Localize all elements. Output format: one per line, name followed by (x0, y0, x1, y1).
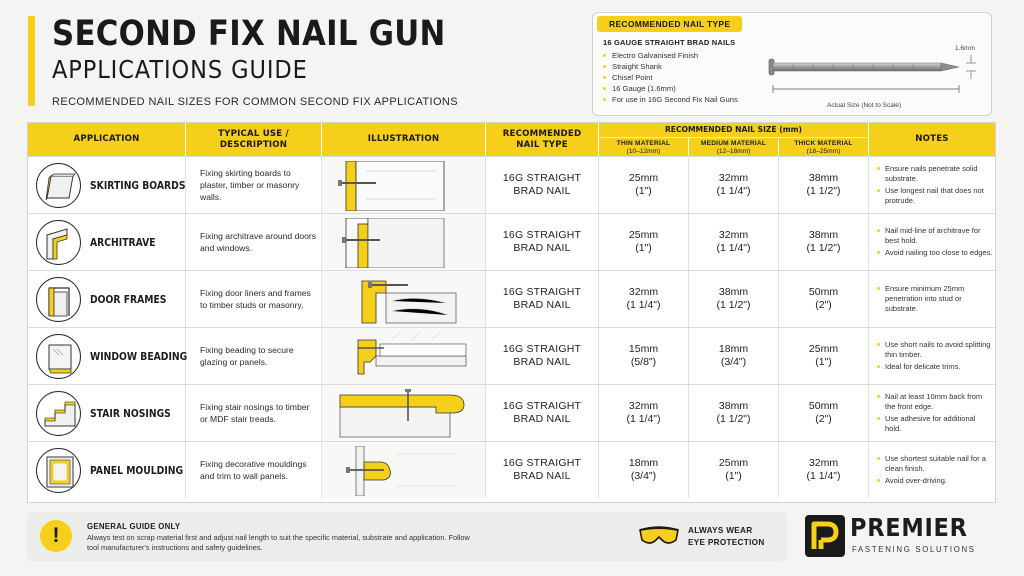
size-mm: 32mm (718, 172, 749, 184)
nail-type-line1: 16G STRAIGHT (502, 457, 582, 469)
application-cell (28, 328, 186, 384)
size-inch: (2") (815, 299, 832, 311)
application-cell (28, 157, 186, 213)
stair-nosing-icon (36, 391, 81, 436)
page-description: RECOMMENDED NAIL SIZES FOR COMMON SECOND FIX APPLICATIONS (52, 96, 459, 108)
use-description: Fixing decorative mouldings and trim to wall panels. (200, 459, 307, 481)
illustration-cell (322, 271, 486, 327)
thick-size-cell (779, 157, 869, 213)
nail-feature: Chisel Point (603, 72, 738, 83)
eye-protection-line1: ALWAYS WEAR (688, 526, 753, 535)
header-nail-type-line1: RECOMMENDED (502, 128, 582, 139)
brand-tagline: FASTENING SOLUTIONS (852, 545, 976, 554)
illustration-cell (322, 385, 486, 441)
nail-scale-note: Actual Size (Not to Scale) (827, 102, 902, 109)
nail-type-cell (486, 157, 599, 213)
size-mm: 25mm (718, 457, 749, 469)
page-subtitle: APPLICATIONS GUIDE (52, 55, 308, 84)
size-mm: 50mm (808, 400, 839, 412)
use-description: Fixing skirting boards to plaster, timber or masonry walls. (200, 168, 300, 202)
nail-type-line1: 16G STRAIGHT (502, 286, 582, 298)
panel-moulding-illustration-icon (336, 446, 472, 496)
size-inch: (1 1/4") (716, 185, 751, 197)
size-inch: (1 1/2") (716, 299, 751, 311)
nail-feature-list (603, 50, 738, 105)
use-description: Fixing beading to secure glazing or panels. (200, 345, 294, 367)
nail-type-line1: 16G STRAIGHT (502, 400, 582, 412)
size-mm: 38mm (808, 172, 839, 184)
header-nail-size: RECOMMENDED NAIL SIZE (mm) (599, 123, 869, 137)
size-mm: 38mm (718, 400, 749, 412)
nail-type-line2: BRAD NAIL (513, 413, 571, 425)
notes-list (875, 385, 993, 441)
title-accent-bar (28, 16, 35, 106)
applications-table (27, 122, 996, 503)
notes-list (875, 442, 993, 498)
size-inch: (3/4") (720, 356, 747, 368)
size-inch: (1") (725, 470, 742, 482)
nail-gauge-label: 1.6mm (955, 45, 975, 52)
guide-title: GENERAL GUIDE ONLY (87, 522, 181, 531)
table-row (28, 441, 995, 498)
notes-list (875, 157, 993, 213)
window-beading-illustration-icon (336, 332, 472, 382)
thin-size-cell (599, 328, 689, 384)
nail-feature: For use in 16G Second Fix Nail Guns (603, 94, 738, 105)
note-item: Nail at least 10mm back from the front edge. (875, 392, 993, 412)
notes-cell (869, 385, 995, 441)
notes-list (875, 214, 993, 270)
stair-nosing-illustration-icon (336, 389, 472, 439)
guide-text: Always test on scrap material first and adjust nail length to suit the specific material, substrate and application. Follow tool manufacturer's instructions and safety guidelines. (87, 533, 470, 552)
use-description: Fixing architrave around doors and windows. (200, 231, 317, 253)
note-item: Use short nails to avoid splitting thin timber. (875, 340, 993, 360)
thick-size-cell (779, 214, 869, 270)
notes-cell (869, 271, 995, 327)
nail-type-line1: 16G STRAIGHT (502, 229, 582, 241)
eye-protection-text (688, 525, 765, 549)
panel-moulding-icon (36, 448, 81, 493)
recommended-nail-tag: RECOMMENDED NAIL TYPE (597, 16, 742, 32)
nail-type-line1: 16G STRAIGHT (502, 172, 582, 184)
header-medium-label: MEDIUM MATERIAL (700, 140, 767, 147)
header-thin-range: (10–12mm) (626, 148, 661, 155)
nail-feature: 16 Gauge (1.6mm) (603, 83, 738, 94)
size-inch: (1") (635, 185, 652, 197)
thin-size-cell (599, 385, 689, 441)
header-nail-type (486, 123, 599, 156)
header-notes: NOTES (869, 123, 995, 156)
application-cell (28, 271, 186, 327)
premier-logo-icon (805, 515, 845, 557)
door-frame-icon (36, 277, 81, 322)
size-inch: (1 1/2") (806, 185, 841, 197)
application-cell (28, 385, 186, 441)
table-row (28, 384, 995, 441)
notes-cell (869, 157, 995, 213)
application-name: DOOR FRAMES (90, 292, 167, 306)
nail-type-cell (486, 328, 599, 384)
window-beading-icon (36, 334, 81, 379)
header-thick-range: (18–25mm) (806, 148, 841, 155)
thin-size-cell (599, 157, 689, 213)
use-description: Fixing door liners and frames to timber studs or masonry. (200, 288, 311, 310)
thick-size-cell (779, 271, 869, 327)
header-medium-range: (12–18mm) (716, 148, 751, 155)
size-mm: 18mm (628, 457, 659, 469)
size-mm: 15mm (628, 343, 659, 355)
header-thin-label: THIN MATERIAL (616, 140, 671, 147)
size-mm: 32mm (628, 400, 659, 412)
note-item: Nail mid-line of architrave for best hold. (875, 226, 993, 246)
note-item: Ensure minimum 25mm penetration into stud or substrate. (875, 284, 993, 314)
use-description: Fixing stair nosings to timber or MDF stair treads. (200, 402, 310, 424)
size-mm: 38mm (808, 229, 839, 241)
size-mm: 32mm (808, 457, 839, 469)
nail-type-line1: 16G STRAIGHT (502, 343, 582, 355)
header-thin (599, 137, 689, 156)
notes-cell (869, 328, 995, 384)
header-use: TYPICAL USE / DESCRIPTION (186, 123, 322, 156)
nail-type-cell (486, 385, 599, 441)
header-thick-label: THICK MATERIAL (794, 140, 853, 147)
medium-size-cell (689, 214, 779, 270)
size-inch: (1 1/4") (626, 413, 661, 425)
table-row (28, 270, 995, 327)
note-item: Avoid over-driving. (875, 476, 993, 486)
notes-list (875, 328, 993, 384)
size-mm: 25mm (808, 343, 839, 355)
architrave-icon (36, 220, 81, 265)
nail-type-line2: BRAD NAIL (513, 299, 571, 311)
medium-size-cell (689, 442, 779, 498)
note-item: Avoid nailing too close to edges. (875, 248, 993, 258)
thick-size-cell (779, 328, 869, 384)
nail-type-line2: BRAD NAIL (513, 185, 571, 197)
illustration-cell (322, 328, 486, 384)
illustration-cell (322, 442, 486, 498)
nail-feature: Electro Galvanised Finish (603, 50, 738, 61)
nail-type-line2: BRAD NAIL (513, 242, 571, 254)
thin-size-cell (599, 442, 689, 498)
note-item: Use adhesive for additional hold. (875, 414, 993, 434)
page-title: SECOND FIX NAIL GUN (52, 14, 446, 54)
use-cell (186, 271, 322, 327)
size-inch: (1 1/2") (716, 413, 751, 425)
nail-type-line2: BRAD NAIL (513, 356, 571, 368)
thin-size-cell (599, 214, 689, 270)
door-frame-illustration-icon (336, 275, 472, 325)
note-item: Ideal for delicate trims. (875, 362, 993, 372)
size-mm: 25mm (628, 172, 659, 184)
table-row (28, 213, 995, 270)
medium-size-cell (689, 328, 779, 384)
note-item: Use shortest suitable nail for a clean finish. (875, 454, 993, 474)
size-inch: (5/8") (630, 356, 657, 368)
medium-size-cell (689, 271, 779, 327)
thin-size-cell (599, 271, 689, 327)
size-inch: (1") (635, 242, 652, 254)
use-cell (186, 385, 322, 441)
size-inch: (1 1/4") (806, 470, 841, 482)
medium-size-cell (689, 157, 779, 213)
size-mm: 25mm (628, 229, 659, 241)
notes-list (875, 271, 993, 327)
note-item: Use longest nail that does not protrude. (875, 186, 993, 206)
size-inch: (2") (815, 413, 832, 425)
notes-cell (869, 214, 995, 270)
notes-cell (869, 442, 995, 498)
use-cell (186, 214, 322, 270)
nail-type-cell (486, 442, 599, 498)
illustration-cell (322, 157, 486, 213)
application-name: PANEL MOULDING (90, 463, 184, 477)
medium-size-cell (689, 385, 779, 441)
illustration-cell (322, 214, 486, 270)
header-thick (779, 137, 869, 156)
brand-name: PREMIER (850, 513, 968, 542)
application-name: ARCHITRAVE (90, 235, 156, 249)
size-inch: (3/4") (630, 470, 657, 482)
use-cell (186, 157, 322, 213)
use-cell (186, 442, 322, 498)
header-illustration: ILLUSTRATION (322, 123, 486, 156)
application-name: WINDOW BEADING (90, 349, 188, 363)
application-cell (28, 214, 186, 270)
size-inch: (1 1/4") (716, 242, 751, 254)
size-mm: 32mm (628, 286, 659, 298)
architrave-illustration-icon (336, 218, 472, 268)
skirting-board-icon (36, 163, 81, 208)
table-row (28, 156, 995, 213)
nail-type-line2: BRAD NAIL (513, 470, 571, 482)
size-inch: (1") (815, 356, 832, 368)
recommended-nail-panel (592, 12, 992, 116)
general-guide-banner (27, 512, 787, 561)
table-row (28, 327, 995, 384)
thick-size-cell (779, 442, 869, 498)
header-application: APPLICATION (28, 123, 186, 156)
nail-type-cell (486, 271, 599, 327)
brad-nail-icon (763, 47, 985, 103)
thick-size-cell (779, 385, 869, 441)
size-mm: 50mm (808, 286, 839, 298)
size-mm: 38mm (718, 286, 749, 298)
eye-protection-line2: EYE PROTECTION (688, 538, 765, 547)
size-inch: (1 1/4") (626, 299, 661, 311)
size-mm: 32mm (718, 229, 749, 241)
skirting-illustration-icon (336, 161, 472, 211)
size-inch: (1 1/2") (806, 242, 841, 254)
note-item: Ensure nails penetrate solid substrate. (875, 164, 993, 184)
application-name: SKIRTING BOARDS (90, 178, 186, 192)
header-medium (689, 137, 779, 156)
nail-feature: Straight Shank (603, 61, 738, 72)
size-mm: 18mm (718, 343, 749, 355)
safety-goggles-icon (638, 524, 680, 548)
warning-icon: ! (40, 520, 72, 552)
nail-type-cell (486, 214, 599, 270)
nail-heading: 16 GAUGE STRAIGHT BRAD NAILS (603, 38, 736, 47)
application-name: STAIR NOSINGS (90, 406, 171, 420)
header-nail-type-line2: NAIL TYPE (516, 139, 568, 150)
application-cell (28, 442, 186, 498)
use-cell (186, 328, 322, 384)
